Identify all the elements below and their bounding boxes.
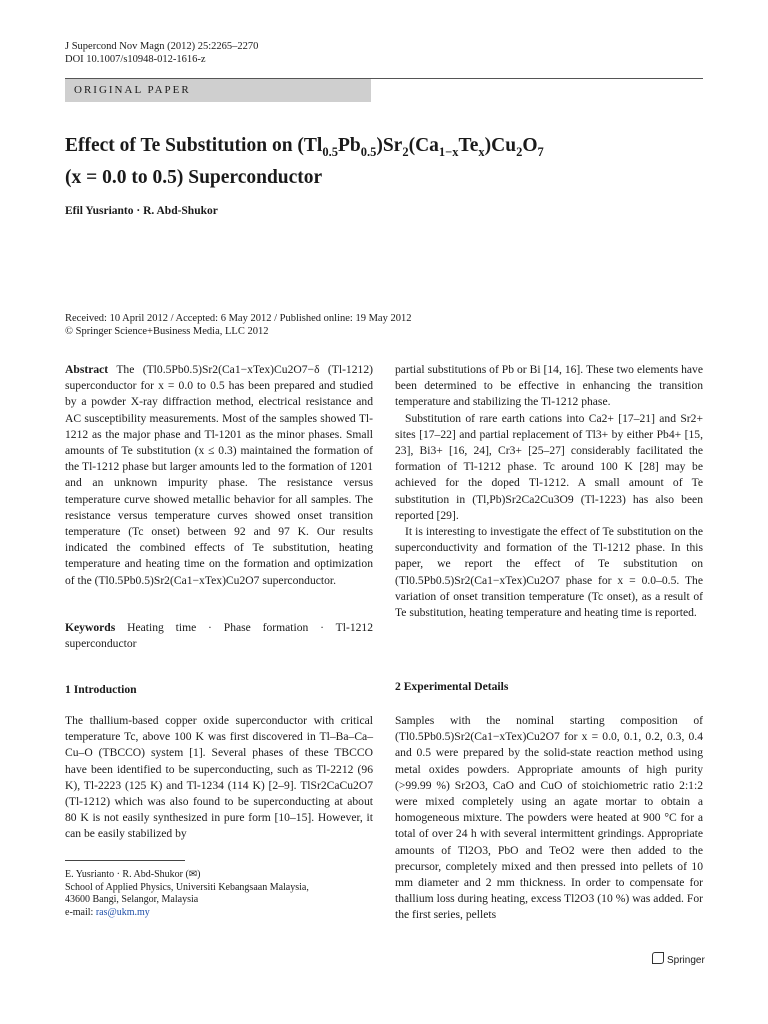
- abstract: [65, 362, 373, 589]
- experimental-text: Samples with the nominal starting composition of (Tl0.5Pb0.5)Sr2(Ca1−xTex)Cu2O7 for x = 0.0, 0.1, 0.2, 0.3, 0.4 and 0.5 were prepared by the solid-state reaction method using metal oxides powders. Appropriate amounts of high purity (>99.99 %) Sr2O3, CaO and CuO of stoichiometric ratio 2:1:2 were mixed completely using an agate mortar to obtain a homogeneous mixture. The powders were heated at 900 °C for a total of over 24 h with several intermittent grindings. Appropriate amounts of Tl2O3, PbO and TeO2 were then added to the precursor, completely mixed and then pressed into pellets of 10 mm diameter and 2 mm thickness. In order to compensate for thallium loss during heating, excess Tl2O3 (10 %) was added. For the first series, pellets: [395, 714, 703, 922]
- keywords-label: Keywords: [65, 621, 116, 634]
- journal-citation: J Supercond Nov Magn (2012) 25:2265–2270: [65, 41, 259, 52]
- section-band: ORIGINAL PAPER: [65, 79, 371, 102]
- journal-header: [65, 40, 258, 66]
- right-paragraph-1: partial substitutions of Pb or Bi [14, 16]. These two elements have been determined to be effective in enhancing the transition temperature and stabilizing the Tl-1212 phase.: [395, 363, 703, 409]
- publisher-mark: [652, 952, 705, 966]
- received-dates: Received: 10 April 2012 / Accepted: 6 May 2012 / Published online: 19 May 2012: [65, 313, 412, 324]
- springer-horse-icon: [652, 952, 664, 964]
- publication-dates: [65, 313, 411, 338]
- footnote-rule: [65, 860, 185, 861]
- footnote-address: 43600 Bangi, Selangor, Malaysia: [65, 894, 199, 905]
- footnote-affiliation: School of Applied Physics, Universiti Kebangsaan Malaysia,: [65, 881, 309, 893]
- publisher-name: Springer: [667, 955, 705, 966]
- intro-text: The thallium-based copper oxide superconductor with critical temperature Tc, above 100 K was first discovered in Tl–Ba–Ca–Cu–O (TBCCO) system [1]. Several phases of these TBCCO have been identified to be superconducting, such as Tl-2212 (96 K), Tl-2223 (125 K) and Tl-1234 (114 K) [2–9]. TlSr2CaCu2O7 (Tl-1212) which was also found to be superconducting at about 80 K is not easily synthesized in pure form [10–15]. However, it can be easily stabilized by: [65, 714, 373, 841]
- abstract-text: The (Tl0.5Pb0.5)Sr2(Ca1−xTex)Cu2O7−δ (Tl-1212) superconductor for x = 0.0 to 0.5 has been prepared and studied by a powder X-ray diffraction method, electrical resistance and AC susceptibility measurements. Most of the samples showed Tl-1212 as the major phase and Tl-1201 as the minor phases. Small amounts of Te substitution (x ≤ 0.3) maintained the formation of the Tl-1212 phase but larger amounts led to the formation of 1201 and an unknown impurity phase. The resistance versus temperature curve showed metallic behavior for all samples. The resistance versus temperature curves showed onset transition temperature (Tc onset) between 92 and 97 K. Our results indicated the combined effects of Te substitution, heating temperature and heating time on the formation and optimization of the (Tl0.5Pb0.5)Sr2(Ca1−xTex)Cu2O7 superconductor.: [65, 363, 373, 587]
- paper-title: Effect of Te Substitution on $(Tl_{0.5}Pb_{0.5})Sr_2(Ca_{1-x}Te_x)Cu_2O_7$ (x = 0.0 to 0.5) Superconductor: [65, 135, 544, 188]
- author-list: Efil Yusrianto · R. Abd-Shukor: [65, 205, 218, 217]
- right-column-intro: [395, 362, 703, 621]
- intro-heading: 1 Introduction: [65, 683, 137, 696]
- right-paragraph-2: Substitution of rare earth cations into Ca2+ [17–21] and Sr2+ sites [17–22] and partial replacement of Tl3+ by either Pb4+ [15, 23], Bi3+ [16, 24], Cr3+ [25–27] considerably facilitated the formation of Tl-1212 phase. Tc around 100 K [28] may be achieved for the doped Tl-1212. A small amount of Te substitution in (Tl,Pb)Sr2Ca2Cu3O9 (Tl-1223) has also been reported [29].: [395, 411, 703, 522]
- abstract-label: Abstract: [65, 363, 109, 376]
- email-link[interactable]: ras@ukm.my: [95, 906, 150, 918]
- email-label: e-mail:: [65, 906, 94, 918]
- footnote-authors: E. Yusrianto · R. Abd-Shukor (✉): [65, 869, 201, 880]
- journal-doi: DOI 10.1007/s10948-012-1616-z: [65, 54, 206, 65]
- right-paragraph-3: It is interesting to investigate the effect of Te substitution on the superconductivity and formation of the Tl-1212 phase. In this paper, we report the effect of Te substitution on (Tl0.5Pb0.5)Sr2(Ca1−xTex)Cu2O7 phase for x = 0.0–0.5. The variation of onset transition temperature (Tc onset), as a result of Te substitution, heating temperature and heating time is reported.: [395, 525, 703, 620]
- copyright-line: © Springer Science+Business Media, LLC 2012: [65, 325, 269, 337]
- title-line2: (x = 0.0 to 0.5) Superconductor: [65, 166, 323, 188]
- keywords-text: Heating time · Phase formation · Tl-1212 superconductor: [65, 621, 374, 651]
- keywords: [65, 620, 373, 652]
- experimental-heading: 2 Experimental Details: [395, 680, 509, 693]
- author-footnote: [65, 869, 309, 919]
